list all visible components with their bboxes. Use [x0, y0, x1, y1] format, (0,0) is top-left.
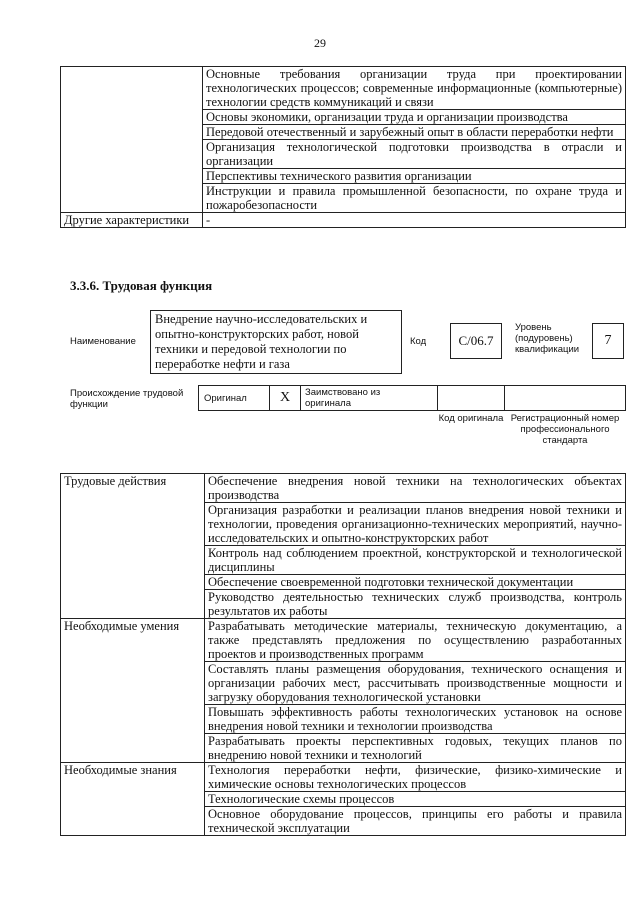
borrowed-label: Заимствовано из оригинала — [305, 387, 381, 409]
knowledge-item: Основное оборудование процессов, принципы его работы и правила технической эксплуатации — [205, 807, 626, 836]
name-label: Наименование — [70, 336, 136, 347]
knowledge-item: Перспективы технического развития организации — [203, 169, 626, 184]
knowledge-item: Передовой отечественный и зарубежный опыт в области переработки нефти — [203, 125, 626, 140]
reg-number-cell — [504, 385, 626, 411]
skills-label: Необходимые умения — [61, 619, 205, 763]
skill-item: Повышать эффективность работы технологических установок на основе внедрения новой техники и технологии производства — [205, 705, 626, 734]
code-original-caption: Код оригинала — [438, 413, 504, 424]
origin-row — [198, 385, 626, 411]
knowledge-continuation-table — [60, 66, 626, 228]
reg-number-caption: Регистрационный номер профессионального стандарта — [510, 413, 620, 446]
labor-actions-label: Трудовые действия — [61, 474, 205, 619]
code-original-cell — [437, 385, 505, 411]
code-label: Код — [410, 336, 427, 347]
knowledge-item: Технология переработки нефти, физические, физико-химические и химические основы технологических процессов — [205, 763, 626, 792]
skill-item: Составлять планы размещения оборудования, технического оснащения и организации рабочих мест, рассчитывать производственные мощности и загрузку оборудования технологической установки — [205, 662, 626, 705]
original-cell — [198, 385, 270, 411]
knowledge-item: Основы экономики, организации труда и организации производства — [203, 110, 626, 125]
labor-action-item: Обеспечение внедрения новой техники на технологических объектах производства — [205, 474, 626, 503]
knowledge-item: Основные требования организации труда при проектировании технологических процессов; современные информационные (компьютерные) технологии средств коммуникаций и связи — [203, 67, 626, 110]
empty-label-cell — [61, 67, 203, 213]
origin-label: Происхождение трудовой функции — [70, 388, 184, 410]
labor-action-item: Обеспечение своевременной подготовки технической документации — [205, 575, 626, 590]
skill-item: Разрабатывать проекты перспективных годовых, текущих планов по внедрению новой техники и технологий — [205, 734, 626, 763]
skill-item: Разрабатывать методические материалы, техническую документацию, а также представлять предложения по осуществлению разработанных проектов и производственных программ — [205, 619, 626, 662]
level-label: Уровень (подуровень) квалификации — [515, 322, 580, 355]
level-value-box: 7 — [592, 323, 624, 359]
knowledge-item: Инструкции и правила промышленной безопасности, по охране труда и пожаробезопасности — [203, 184, 626, 213]
knowledge-item: Организация технологической подготовки производства в отрасли и организации — [203, 140, 626, 169]
section-title: 3.3.6. Трудовая функция — [70, 278, 213, 293]
original-label: Оригинал — [204, 393, 247, 404]
labor-action-item: Организация разработки и реализации планов внедрения новой техники и технологии, проведения организационно-технических мероприятий, научно-исследовательских и опытно-конструкторских работ — [205, 503, 626, 546]
labor-action-item: Руководство деятельностью технических служб производства, контроль результатов их работы — [205, 590, 626, 619]
other-characteristics-value: - — [203, 213, 626, 228]
borrowed-cell — [300, 385, 438, 411]
knowledge-label: Необходимые знания — [61, 763, 205, 836]
original-mark: X — [269, 385, 301, 411]
labor-function-table — [60, 473, 626, 836]
function-name-box: Внедрение научно-исследовательских и опытно-конструкторских работ, новой техники и передовой технологии по переработке нефти и газа — [150, 310, 402, 374]
other-characteristics-label: Другие характеристики — [61, 213, 203, 228]
knowledge-item: Технологические схемы процессов — [205, 792, 626, 807]
page-number: 29 — [314, 36, 326, 50]
labor-action-item: Контроль над соблюдением проектной, конструкторской и технологической дисциплины — [205, 546, 626, 575]
code-value-box: С/06.7 — [450, 323, 502, 359]
